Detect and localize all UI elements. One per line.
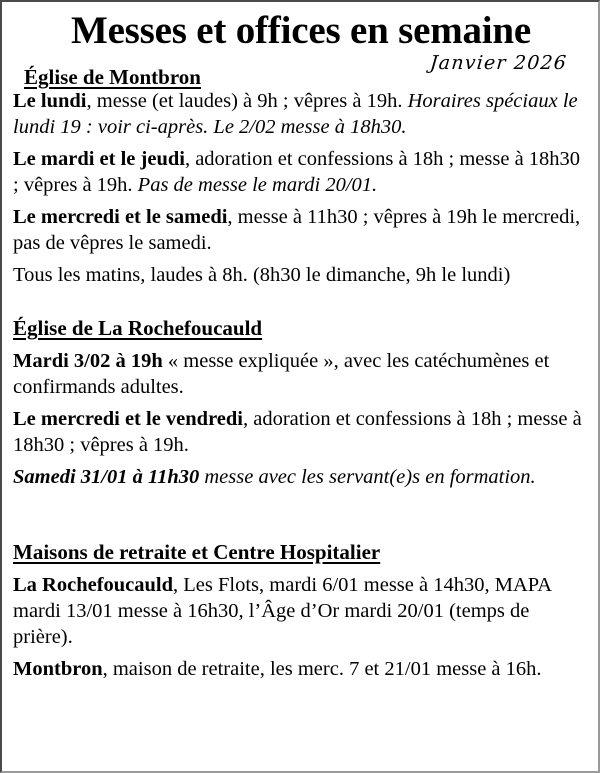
paragraph [13, 204, 589, 256]
text-run: messe avec les servant(e)s en formation. [199, 466, 536, 488]
text-run: Horaires spéciaux le lundi 19 : voir ci-après. Le 2/02 messe à 18h30. [13, 90, 578, 138]
issue-date: Janvier 2026 [428, 52, 568, 74]
section-spacer [13, 496, 589, 518]
title-block [13, 8, 589, 89]
section-heading-rochefoucauld: Église de La Rochefoucauld [13, 316, 263, 340]
paragraph [13, 572, 589, 650]
text-run: Le lundi [13, 90, 87, 112]
paragraph [13, 406, 589, 458]
paragraph [13, 88, 589, 140]
page-title: Messes et offices en semaine [70, 9, 532, 52]
text-run: Pas de messe le mardi 20/01. [137, 174, 378, 196]
text-run: Montbron [13, 658, 103, 680]
section-montbron [13, 88, 589, 288]
text-run: , maison de retraite, les merc. 7 et 21/01 messe à 16h. [102, 658, 542, 680]
text-run: Le mardi et le jeudi [13, 148, 185, 170]
section-heading-maisons: Maisons de retraite et Centre Hospitalier [13, 540, 381, 564]
section-heading-rochefoucauld-wrap [13, 316, 589, 341]
text-run: , Les Flots, mardi 6/01 messe à 14h30, MAPA mardi 13/01 messe à 16h30, l’Âge d’Or mardi 20/01 (temps de prière). [13, 574, 551, 648]
text-run: , adoration et confessions à 18h ; messe à 18h30 ; vêpres à 19h. [13, 148, 581, 196]
text-run: La Rochefoucauld [13, 574, 174, 596]
section-rochefoucauld [13, 348, 589, 490]
text-run: Mardi 3/02 à 19h [13, 350, 163, 372]
paragraph [13, 656, 589, 682]
text-run: Samedi 31/01 à 11h30 [13, 466, 200, 488]
section-maisons [13, 572, 589, 682]
text-run: Tous les matins, laudes à 8h. (8h30 le dimanche, 9h le lundi) [13, 264, 511, 286]
heading-spacer [13, 341, 589, 348]
paragraph [13, 262, 589, 288]
text-run: , messe (et laudes) à 9h ; vêpres à 19h. [86, 90, 408, 112]
text-run: Le mercredi et le samedi [13, 206, 228, 228]
text-run: , adoration et confessions à 18h ; messe à 18h30 ; vêpres à 19h. [13, 408, 582, 456]
section-spacer [13, 518, 589, 540]
heading-spacer [13, 565, 589, 572]
text-run: « messe expliquée », avec les catéchumènes et confirmands adultes. [13, 350, 550, 398]
text-run: , messe à 11h30 ; vêpres à 19h le mercredi, pas de vêpres le samedi. [13, 206, 581, 254]
paragraph [13, 464, 589, 490]
paragraph [13, 348, 589, 400]
section-heading-maisons-wrap [13, 540, 589, 565]
text-run: Le mercredi et le vendredi [13, 408, 243, 430]
section-heading-montbron: Église de Montbron [24, 65, 201, 89]
section-spacer [13, 294, 589, 316]
paragraph [13, 146, 589, 198]
